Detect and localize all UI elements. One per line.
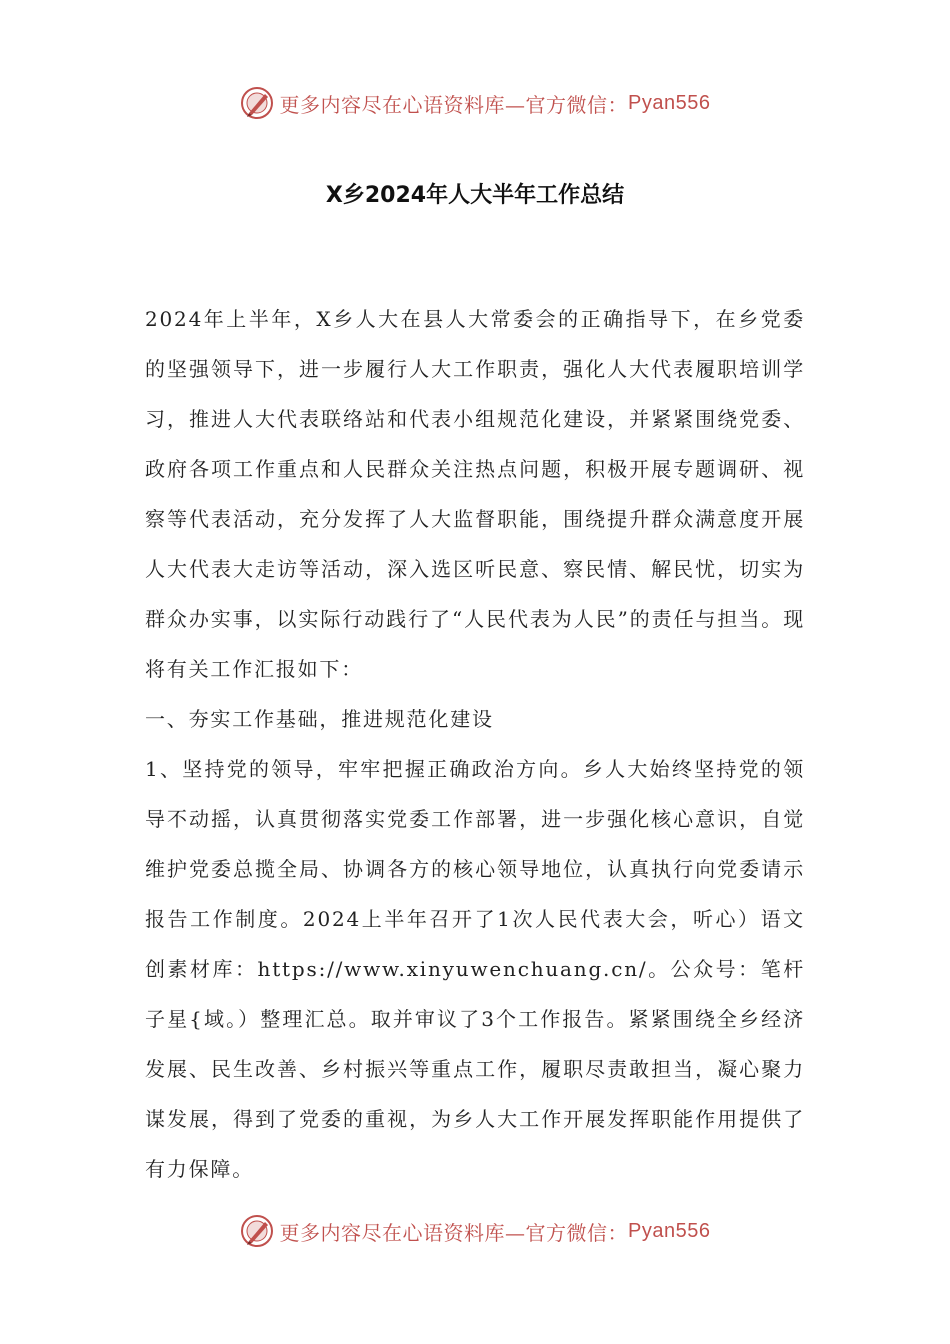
banner-text: 更多内容尽在心语资料库—官方微信：	[279, 1220, 629, 1245]
document-title: X乡2024年人大半年工作总结	[325, 183, 625, 208]
header-watermark-banner	[0, 83, 950, 123]
section-heading: 一、夯实工作基础，推进规范化建设	[145, 707, 494, 731]
banner-handle: Pyan556	[628, 1219, 711, 1242]
banner-text: 更多内容尽在心语资料库—官方微信：	[279, 92, 629, 117]
footer-watermark-banner	[0, 1211, 950, 1251]
pen-logo-icon	[240, 86, 274, 120]
paragraph-point-1: 1、坚持党的领导，牢牢把握正确政治方向。乡人大始终坚持党的领导不动摇，认真贯彻落实党委工作部署，进一步强化核心意识，自觉维护党委总揽全局、协调各方的核心领导地位，认真执行向党委请示报告工作制度。2024上半年召开了1次人民代表大会，听心）语文创素材库：https://www.xinyuwenchuang.cn/。公众号：笔杆子星{域。）整理汇总。取并审议了3个工作报告。紧紧围绕全乡经济发展、民生改善、乡村振兴等重点工作，履职尽责敢担当，凝心聚力谋发展，得到了党委的重视，为乡人大工作开展发挥职能作用提供了有力保障。	[145, 757, 805, 1181]
banner-handle: Pyan556	[628, 91, 711, 114]
paragraph-intro: 2024年上半年，X乡人大在县人大常委会的正确指导下，在乡党委的坚强领导下，进一步履行人大工作职责，强化人大代表履职培训学习，推进人大代表联络站和代表小组规范化建设，并紧紧围绕党委、政府各项工作重点和人民群众关注热点问题，积极开展专题调研、视察等代表活动，充分发挥了人大监督职能，围绕提升群众满意度开展人大代表大走访等活动，深入选区听民意、察民情、解民忧，切实为群众办实事，以实际行动践行了“人民代表为人民”的责任与担当。现将有关工作汇报如下：	[145, 307, 805, 681]
document-body	[145, 294, 805, 1194]
pen-logo-icon	[240, 1214, 274, 1248]
